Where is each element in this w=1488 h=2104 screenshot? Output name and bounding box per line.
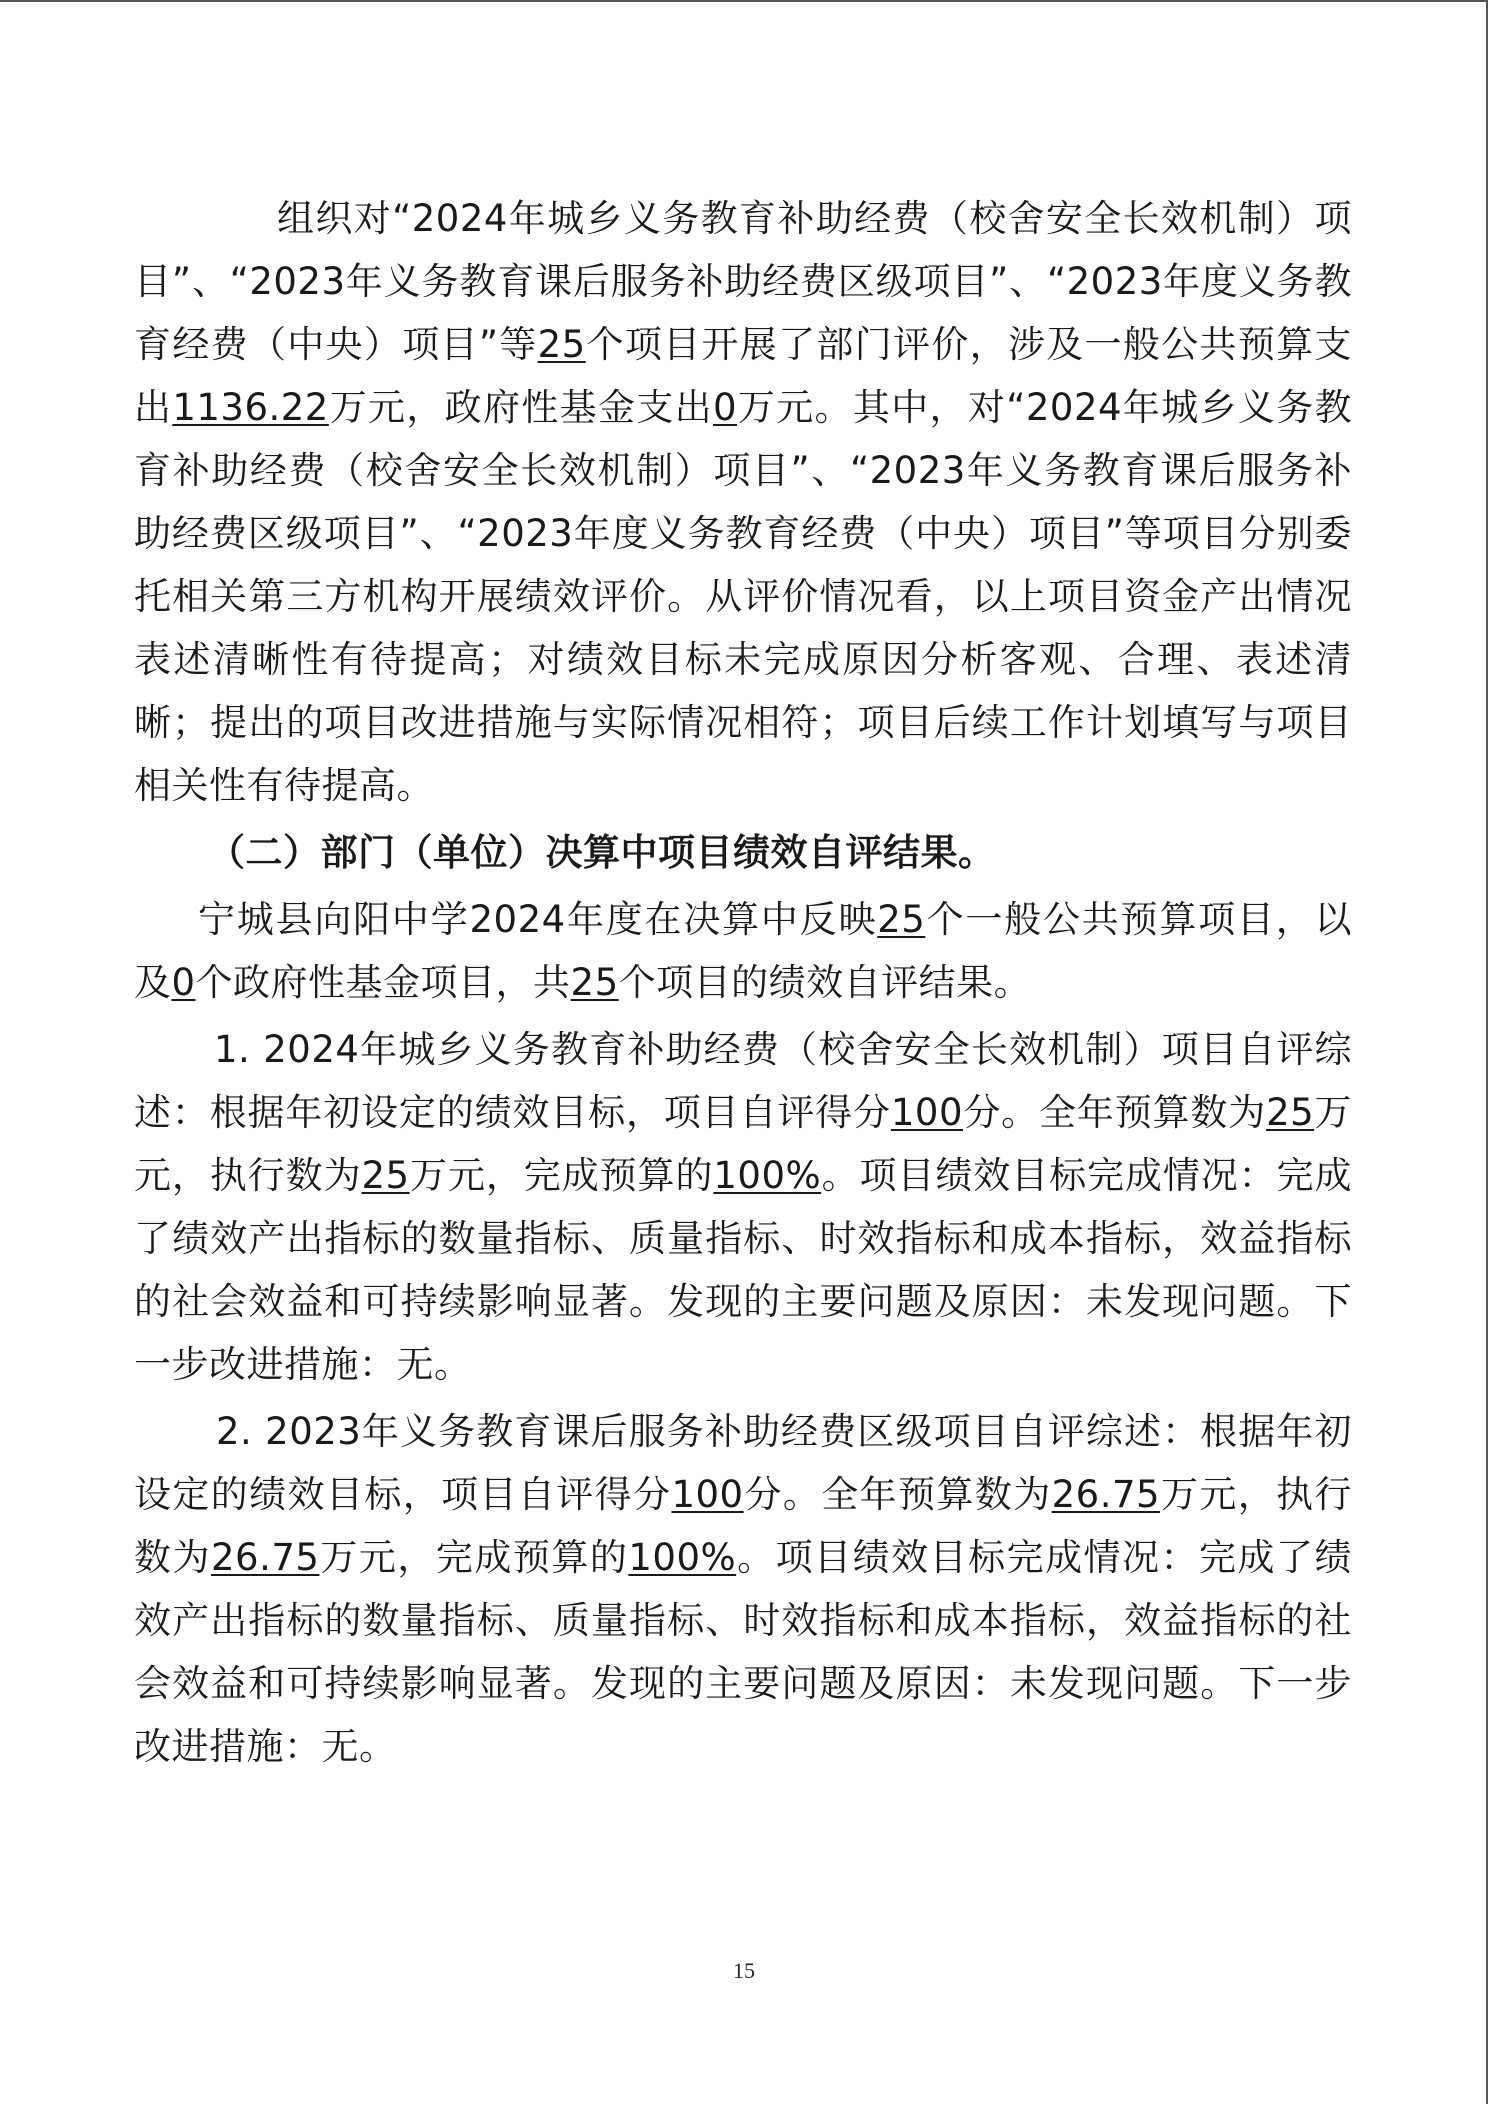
item2-score: 100	[671, 1473, 744, 1516]
item1-text-4: 万元，完成预算的	[409, 1154, 714, 1197]
item1-text-3: 万元，执行数为	[134, 1091, 1353, 1197]
summary-text-4: 个项目的绩效自评结果。	[618, 961, 1032, 1004]
paragraph-project-1	[134, 1018, 1352, 1396]
item2-completion-rate: 100%	[628, 1536, 737, 1579]
item2-text-1: 2. 2023年义务教育课后服务补助经费区级项目自评综述：根据年初设定的绩效目标，项目自评得分	[134, 1410, 1352, 1516]
item2-text-3: 万元，执行数为	[134, 1473, 1352, 1579]
item2-text-5: 。项目绩效目标完成情况：完成了绩效产出指标的数量指标、质量指标、时效指标和成本指标，效益指标的社会效益和可持续影响显著。发现的主要问题及原因：未发现问题。下一步改进措施：无。	[134, 1536, 1353, 1768]
page-border-top	[0, 0, 1488, 2]
page-number: 15	[733, 1958, 755, 1983]
evaluated-project-count: 25	[537, 323, 586, 366]
paragraph-project-2	[134, 1400, 1352, 1778]
intro-text-3: 万元，政府性基金支出	[328, 386, 713, 429]
item2-executed-amount: 26.75	[210, 1536, 320, 1579]
item1-annual-budget: 25	[1266, 1091, 1315, 1134]
item1-text-2: 分。全年预算数为	[962, 1091, 1267, 1134]
document-body	[134, 187, 1352, 1778]
item2-text-4: 万元，完成预算的	[319, 1536, 629, 1579]
summary-text-2: 个一般公共预算项目，以及	[134, 898, 1352, 1004]
section-heading: （二）部门（单位）决算中项目绩效自评结果。	[208, 831, 996, 874]
item1-score: 100	[890, 1091, 963, 1134]
item1-executed-amount: 25	[361, 1154, 410, 1197]
item1-text-5: 。项目绩效目标完成情况：完成了绩效产出指标的数量指标、质量指标、时效指标和成本指标，效益指标的社会效益和可持续影响显著。发现的主要问题及原因：未发现问题。下一步改进措施：无。	[134, 1154, 1353, 1386]
intro-text-2: 个项目开展了部门评价，涉及一般公共预算支出	[134, 323, 1352, 429]
intro-text-1: 组织对“2024年城乡义务教育补助经费（校舍安全长效机制）项目”、“2023年义务教育课后服务补助经费区级项目”、“2023年度义务教育经费（中央）项目”等	[134, 197, 1352, 366]
paragraph-department-evaluation	[134, 187, 1352, 817]
summary-text-3: 个政府性基金项目，共	[195, 961, 571, 1004]
item1-text-1: 1. 2024年城乡义务教育补助经费（校舍安全长效机制）项目自评综述：根据年初设定的绩效目标，项目自评得分	[134, 1028, 1352, 1134]
total-project-count: 25	[570, 961, 619, 1004]
item2-text-2: 分。全年预算数为	[743, 1473, 1052, 1516]
government-fund-expenditure: 0	[713, 386, 738, 429]
government-fund-project-count: 0	[171, 961, 196, 1004]
paragraph-self-evaluation-summary	[134, 888, 1352, 1014]
general-budget-project-count: 25	[877, 898, 926, 941]
general-budget-expenditure: 1136.22	[172, 386, 329, 429]
item2-annual-budget: 26.75	[1051, 1473, 1161, 1516]
summary-text-1: 宁城县向阳中学2024年度在决算中反映	[198, 898, 878, 941]
item1-completion-rate: 100%	[713, 1154, 822, 1197]
intro-text-4: 万元。其中，对“2024年城乡义务教育补助经费（校舍安全长效机制）项目”、“2023年义务教育课后服务补助经费区级项目”、“2023年度义务教育经费（中央）项目”等项目分别委托相关第三方机构开展绩效评价。从评价情况看，以上项目资金产出情况表述清晰性有待提高；对绩效目标未完成原因分析客观、合理、表述清晰；提出的项目改进措施与实际情况相符；项目后续工作计划填写与项目相关性有待提高。	[134, 386, 1353, 807]
